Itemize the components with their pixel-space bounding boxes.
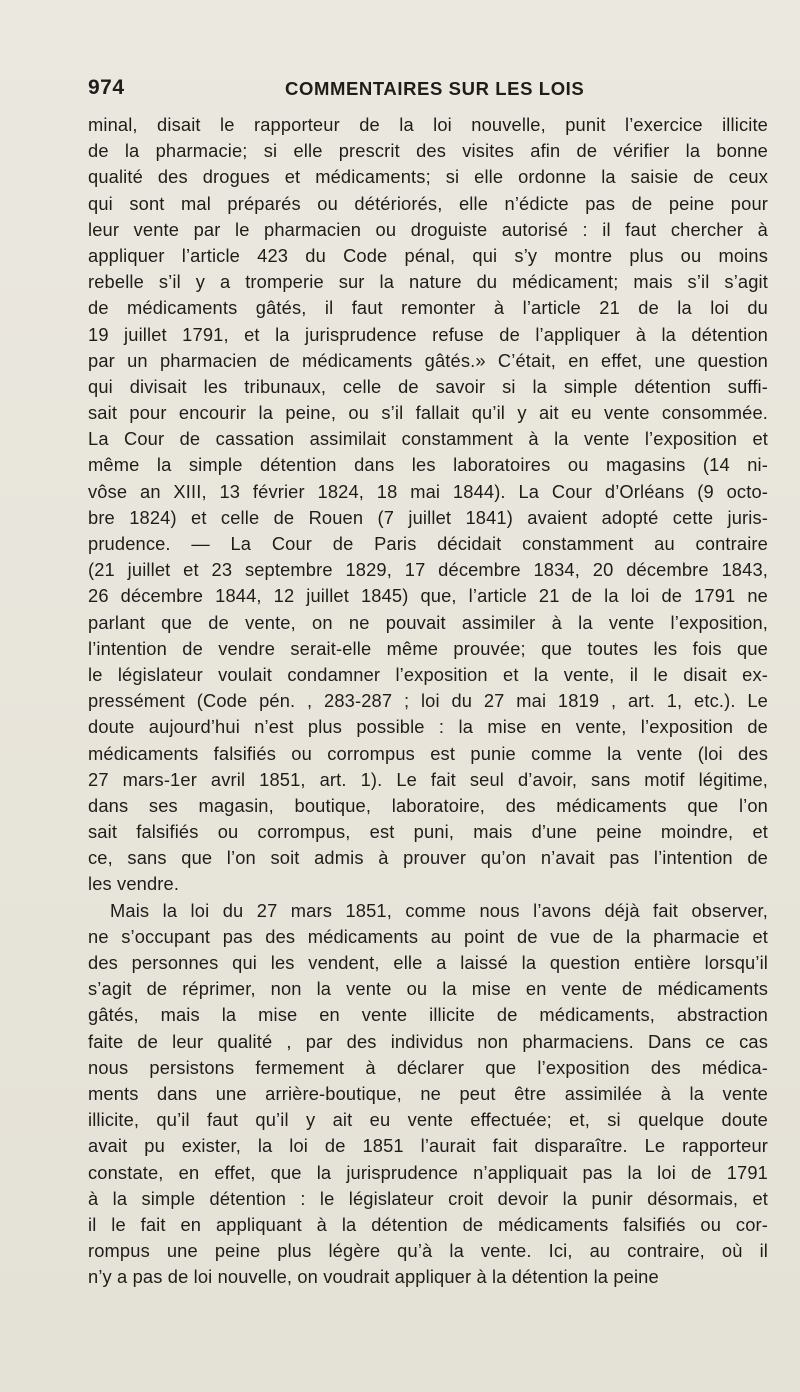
text-line: (21 juillet et 23 septembre 1829, 17 décembre 1834, 20 décembre 1843,	[88, 559, 768, 581]
paragraph-1	[88, 112, 768, 898]
text-line: faite de leur qualité , par des individus non pharmaciens. Dans ce cas	[88, 1030, 768, 1052]
text-line: de la pharmacie; si elle prescrit des visites afin de vérifier la bonne	[88, 140, 768, 162]
text-line: vôse an XIII, 13 février 1824, 18 mai 1844). La Cour d’Orléans (9 octo-	[88, 480, 768, 502]
text-line: ne s’occupant pas des médicaments au point de vue de la pharmacie et	[88, 925, 768, 947]
paragraph-2	[88, 898, 768, 1291]
text-line: rebelle s’il y a tromperie sur la nature du médicament; mais s’il s’agit	[88, 271, 768, 293]
text-line: des personnes qui les vendent, elle a laissé la question entière lorsqu’il	[88, 952, 768, 973]
text-line: 19 juillet 1791, et la jurisprudence refuse de l’appliquer à la détention	[88, 323, 768, 345]
text-line: parlant que de vente, on ne pouvait assimiler à la vente l’exposition,	[88, 611, 768, 633]
text-line: minal, disait le rapporteur de la loi nouvelle, punit l’exercice illicite	[88, 114, 768, 135]
text-line: 27 mars-1er avril 1851, art. 1). Le fait seul d’avoir, sans motif légitime,	[88, 768, 768, 790]
text-line: ments dans une arrière-boutique, ne peut être assimilée à la vente	[88, 1082, 768, 1104]
text-line: le législateur voulait condamner l’exposition et la vente, il le disait ex-	[88, 663, 768, 685]
text-line: sait pour encourir la peine, ou s’il fallait qu’il y ait eu vente consommée.	[88, 402, 768, 424]
text-line: doute aujourd’hui n’est plus possible : la mise en vente, l’exposition de	[88, 716, 768, 738]
text-line: l’intention de vendre serait-elle même prouvée; que toutes les fois que	[88, 637, 768, 659]
text-line: sait falsifiés ou corrompus, est puni, mais d’une peine moindre, et	[88, 821, 768, 843]
text-line: qui divisait les tribunaux, celle de savoir si la simple détention suffi-	[88, 375, 768, 397]
text-line: rompus une peine plus légère qu’à la vente. Ici, au contraire, où il	[88, 1240, 768, 1262]
text-line: avait pu exister, la loi de 1851 l’aurait fait disparaître. Le rapporteur	[88, 1135, 768, 1157]
text-line: prudence. — La Cour de Paris décidait constamment au contraire	[88, 533, 768, 554]
text-line: à la simple détention : le législateur croit devoir la punir désormais, et	[88, 1187, 768, 1209]
text-line: les vendre.	[88, 873, 180, 895]
text-line: n’y a pas de loi nouvelle, on voudrait appliquer à la détention la peine	[88, 1266, 659, 1288]
text-line: nous persistons fermement à déclarer que l’exposition des médica-	[88, 1056, 768, 1078]
text-line: de médicaments gâtés, il faut remonter à l’article 21 de la loi du	[88, 297, 768, 319]
text-line: ce, sans que l’on soit admis à prouver qu’on n’avait pas l’intention de	[88, 847, 768, 869]
text-line: dans ses magasin, boutique, laboratoire, des médicaments que l’on	[88, 794, 768, 816]
text-line: La Cour de cassation assimilait constamment à la vente l’exposition et	[88, 428, 768, 450]
body-text	[88, 112, 768, 1290]
text-line: il le fait en appliquant à la détention de médicaments falsifiés ou cor-	[88, 1213, 768, 1235]
text-line: médicaments falsifiés ou corrompus est punie comme la vente (loi des	[88, 742, 768, 764]
text-line: pressément (Code pén. , 283-287 ; loi du 27 mai 1819 , art. 1, etc.). Le	[88, 690, 768, 712]
text-line: s’agit de réprimer, non la vente ou la mise en vente de médicaments	[88, 978, 768, 1000]
text-line: même la simple détention dans les laboratoires ou magasins (14 ni-	[88, 454, 768, 476]
text-line: illicite, qu’il faut qu’il y ait eu vente effectuée; et, si quelque doute	[88, 1109, 768, 1131]
page-header	[88, 76, 748, 106]
text-line: 26 décembre 1844, 12 juillet 1845) que, l’article 21 de la loi de 1791 ne	[88, 585, 768, 607]
page-number: 974	[88, 76, 125, 99]
text-line: constate, en effet, que la jurisprudence n’appliquait pas la loi de 1791	[88, 1161, 768, 1183]
text-line: leur vente par le pharmacien ou droguiste autorisé : il faut chercher à	[88, 218, 768, 240]
text-line: gâtés, mais la mise en vente illicite de médicaments, abstraction	[88, 1004, 768, 1026]
text-line: par un pharmacien de médicaments gâtés.» C’était, en effet, une question	[88, 349, 768, 371]
text-line: appliquer l’article 423 du Code pénal, qui s’y montre plus ou moins	[88, 244, 768, 266]
text-line: bre 1824) et celle de Rouen (7 juillet 1841) avaient adopté cette juris-	[88, 506, 768, 528]
text-line: Mais la loi du 27 mars 1851, comme nous l’avons déjà fait observer,	[110, 899, 768, 921]
text-line: qualité des drogues et médicaments; si elle ordonne la saisie de ceux	[88, 166, 768, 188]
text-line: qui sont mal préparés ou détériorés, elle n’édicte pas de peine pour	[88, 192, 768, 214]
running-title: COMMENTAIRES SUR LES LOIS	[285, 78, 585, 99]
